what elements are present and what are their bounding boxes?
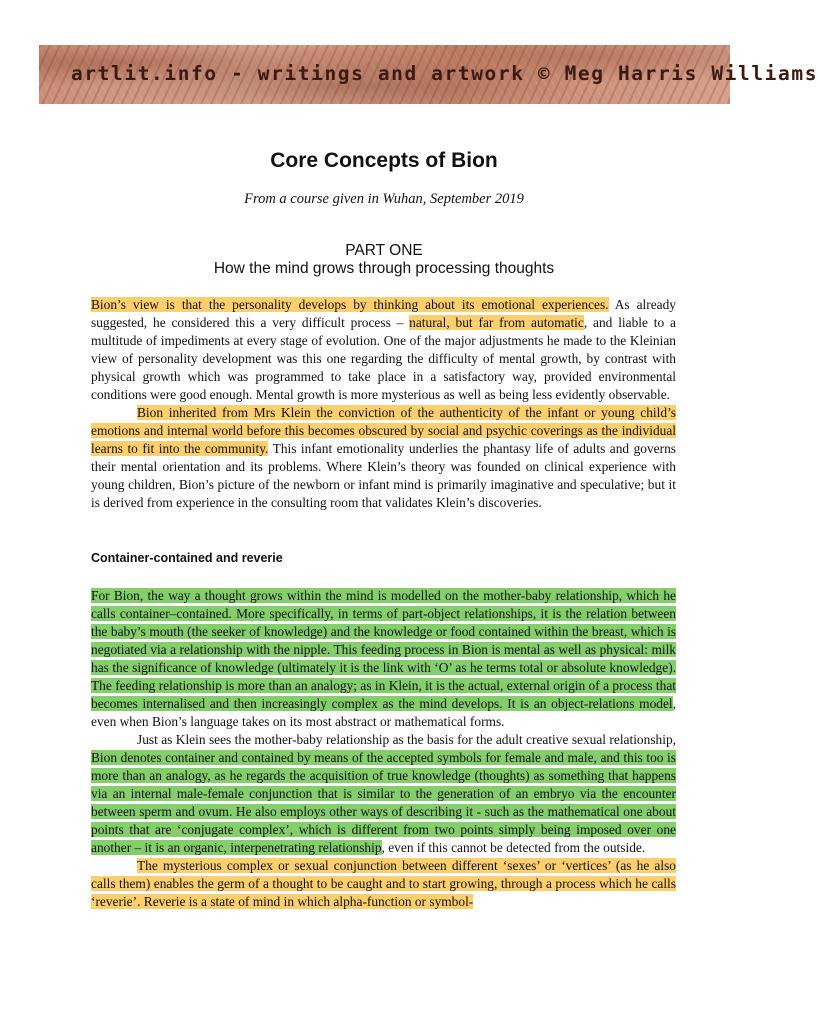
highlighted-text: Bion inherited from Mrs Klein the conviction of the authenticity of the infant or young child’s emotions and internal world before this becomes obscured by social and psychic coverings as the individual learns to fit into the community. — [91, 405, 676, 456]
part-heading — [0, 242, 768, 278]
paragraph — [91, 587, 676, 731]
text-segment: As already suggested, he considered this a very difficult process – — [91, 297, 676, 330]
site-banner — [39, 45, 818, 104]
paragraph — [91, 404, 676, 512]
highlighted-text: Bion denotes container and contained by means of the accepted symbols for female and male, and this too is more than an analogy, as he regards the acquisition of true knowledge (thoughts) as something that happens via an internal male-female conjunction that is similar to the generation of an embryo via the encounter between sperm and ovum. He also employs other ways of describing it - such as the mathematical one about points that are ‘conjugate complex’, which is different from two points simply being imposed over one another – it is an organic, interpenetrating relationship — [91, 750, 676, 855]
paragraph — [91, 857, 676, 911]
document-title: Core Concepts of Bion — [270, 149, 498, 172]
highlighted-text: For Bion, the way a thought grows within the mind is modelled on the mother-baby relationship, which he calls container–contained. More specifically, in terms of part-object relationships, it is the relation between the baby’s mouth (the seeker of knowledge) and the knowledge or food contained within the breast, which is negotiated via a relationship with the nipple. This feeding process in Bion is mental as well as physical: milk has the significance of knowledge (ultimately it is the link with ‘O’ as he terms total or absolute knowledge). The feeding relationship is more than an analogy; as in Klein, it is the actual, external origin of a process that becomes internalised and then increasingly complex as the mind develops. It is an object-relations model — [91, 588, 676, 711]
part-label: PART ONE — [345, 242, 423, 259]
paragraph — [91, 731, 676, 857]
body-section-2 — [91, 587, 676, 911]
text-segment: , even when Bion’s language takes on its most abstract or mathematical forms. — [91, 696, 676, 729]
text-segment: , even if this cannot be detected from the outside. — [381, 840, 646, 855]
document-subtitle: From a course given in Wuhan, September 2019 — [244, 191, 524, 207]
highlighted-text: The mysterious complex or sexual conjunction between different ‘sexes’ or ‘vertices’ (as he also calls them) enables the germ of a thought to be caught and to start growing, through a process which he calls ‘reverie’. Reverie is a state of mind in which alpha-function or symbol- — [91, 858, 676, 909]
text-segment: Just as Klein sees the mother-baby relationship as the basis for the adult creative sexual relationship, — [137, 732, 676, 747]
highlighted-text: Bion’s view is that the personality develops by thinking about its emotional experiences. — [91, 297, 609, 312]
text-segment: This infant emotionality underlies the phantasy life of adults and governs their mental orientation and its problems. Where Klein’s theory was founded on clinical experience with young children, Bion’s picture of the newborn or infant mind is primarily imaginative and speculative; but it is derived from experience in the consulting room that validates Klein’s discoveries. — [91, 441, 676, 510]
highlighted-text: natural, but far from automatic — [409, 315, 584, 330]
section-heading: Container-contained and reverie — [91, 551, 283, 565]
text-segment: , and liable to a multitude of impediments at every stage of evolution. One of the major adjustments he made to the Kleinian view of personality development was this one regarding the difficulty of mental growth, by contrast with physical growth which was programmed to take place in a satisfactory way, provided environmental conditions were good enough. Mental growth is more mysterious as well as being less evidently observable. — [91, 315, 676, 402]
body-section-1 — [91, 296, 676, 512]
part-title: How the mind grows through processing thoughts — [213, 260, 555, 277]
paragraph — [91, 296, 676, 404]
banner-text: artlit.info - writings and artwork © Meg Harris Williams — [71, 62, 818, 85]
